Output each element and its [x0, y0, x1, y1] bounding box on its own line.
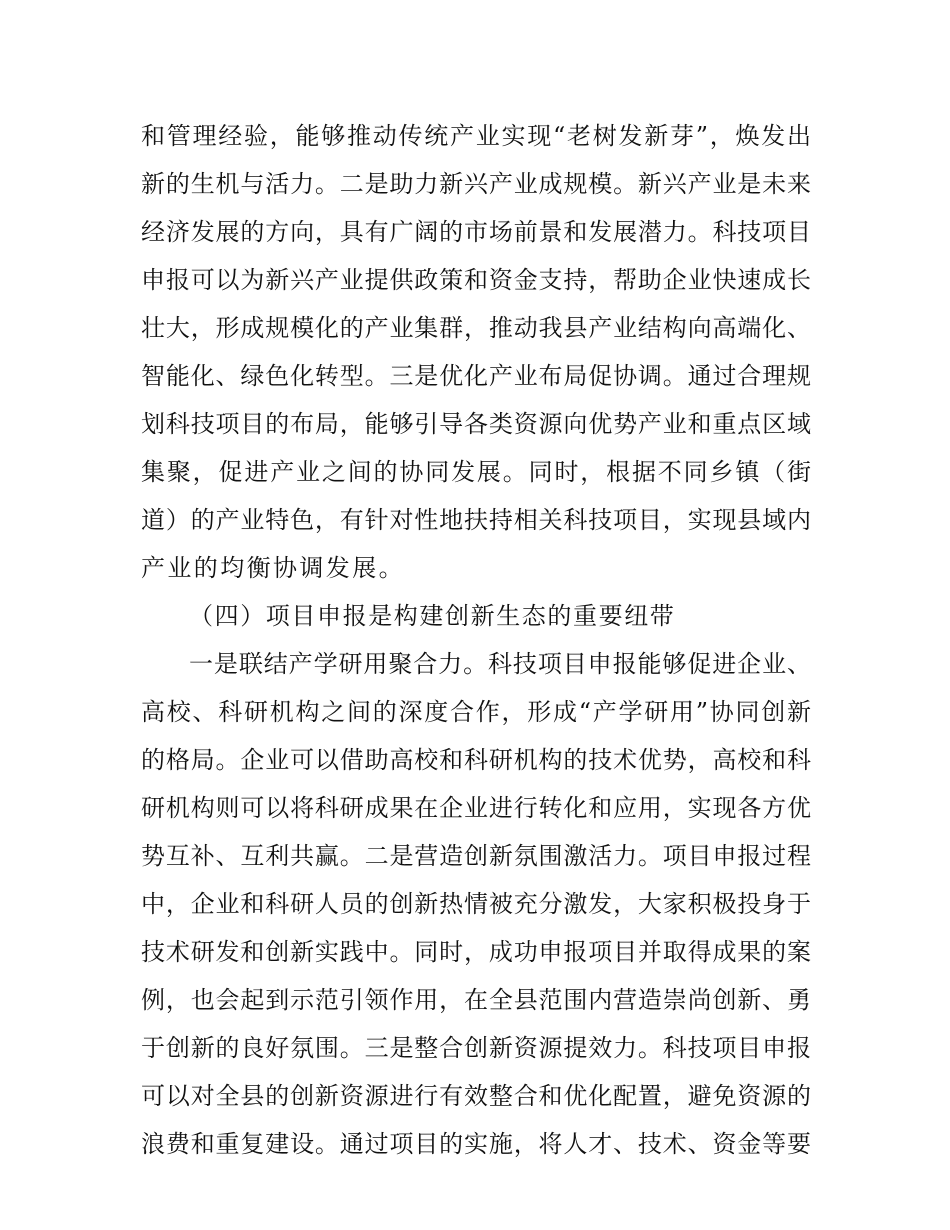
paragraph-line: 道）的产业特色，有针对性地扶持相关科技项目，实现县域内	[141, 506, 811, 534]
paragraph-line: 壮大，形成规模化的产业集群，推动我县产业结构向高端化、	[141, 314, 811, 342]
paragraph-line: 智能化、绿色化转型。三是优化产业布局促协调。通过合理规	[141, 362, 811, 390]
paragraph-last-line: 产业的均衡协调发展。	[141, 554, 405, 582]
paragraph-line: 和管理经验，能够推动传统产业实现“老树发新芽”，焕发出	[141, 122, 811, 150]
section-heading: （四）项目申报是构建创新生态的重要纽带	[189, 602, 676, 630]
paragraph-line: 中，企业和科研人员的创新热情被充分激发，大家积极投身于	[141, 890, 811, 918]
document-body	[141, 112, 811, 1168]
paragraph-line: 研机构则可以将科研成果在企业进行转化和应用，实现各方优	[141, 794, 811, 822]
paragraph-line: 划科技项目的布局，能够引导各类资源向优势产业和重点区域	[141, 410, 811, 438]
paragraph-line: 集聚，促进产业之间的协同发展。同时，根据不同乡镇（街	[141, 458, 811, 486]
paragraph-line: 势互补、互利共赢。二是营造创新氛围激活力。项目申报过程	[141, 842, 811, 870]
paragraph-line: 的格局。企业可以借助高校和科研机构的技术优势，高校和科	[141, 746, 811, 774]
paragraph-first-line: 一是联结产学研用聚合力。科技项目申报能够促进企业、	[189, 650, 811, 678]
paragraph-line: 技术研发和创新实践中。同时，成功申报项目并取得成果的案	[141, 938, 811, 966]
paragraph-line: 申报可以为新兴产业提供政策和资金支持，帮助企业快速成长	[141, 266, 811, 294]
paragraph-line: 于创新的良好氛围。三是整合创新资源提效力。科技项目申报	[141, 1034, 811, 1062]
paragraph-line: 可以对全县的创新资源进行有效整合和优化配置，避免资源的	[141, 1082, 811, 1110]
paragraph-line: 例，也会起到示范引领作用，在全县范围内营造崇尚创新、勇	[141, 986, 811, 1014]
paragraph-line: 高校、科研机构之间的深度合作，形成“产学研用”协同创新	[141, 698, 811, 726]
paragraph-line: 新的生机与活力。二是助力新兴产业成规模。新兴产业是未来	[141, 170, 811, 198]
paragraph-line: 浪费和重复建设。通过项目的实施，将人才、技术、资金等要	[141, 1130, 811, 1158]
paragraph-line: 经济发展的方向，具有广阔的市场前景和发展潜力。科技项目	[141, 218, 811, 246]
